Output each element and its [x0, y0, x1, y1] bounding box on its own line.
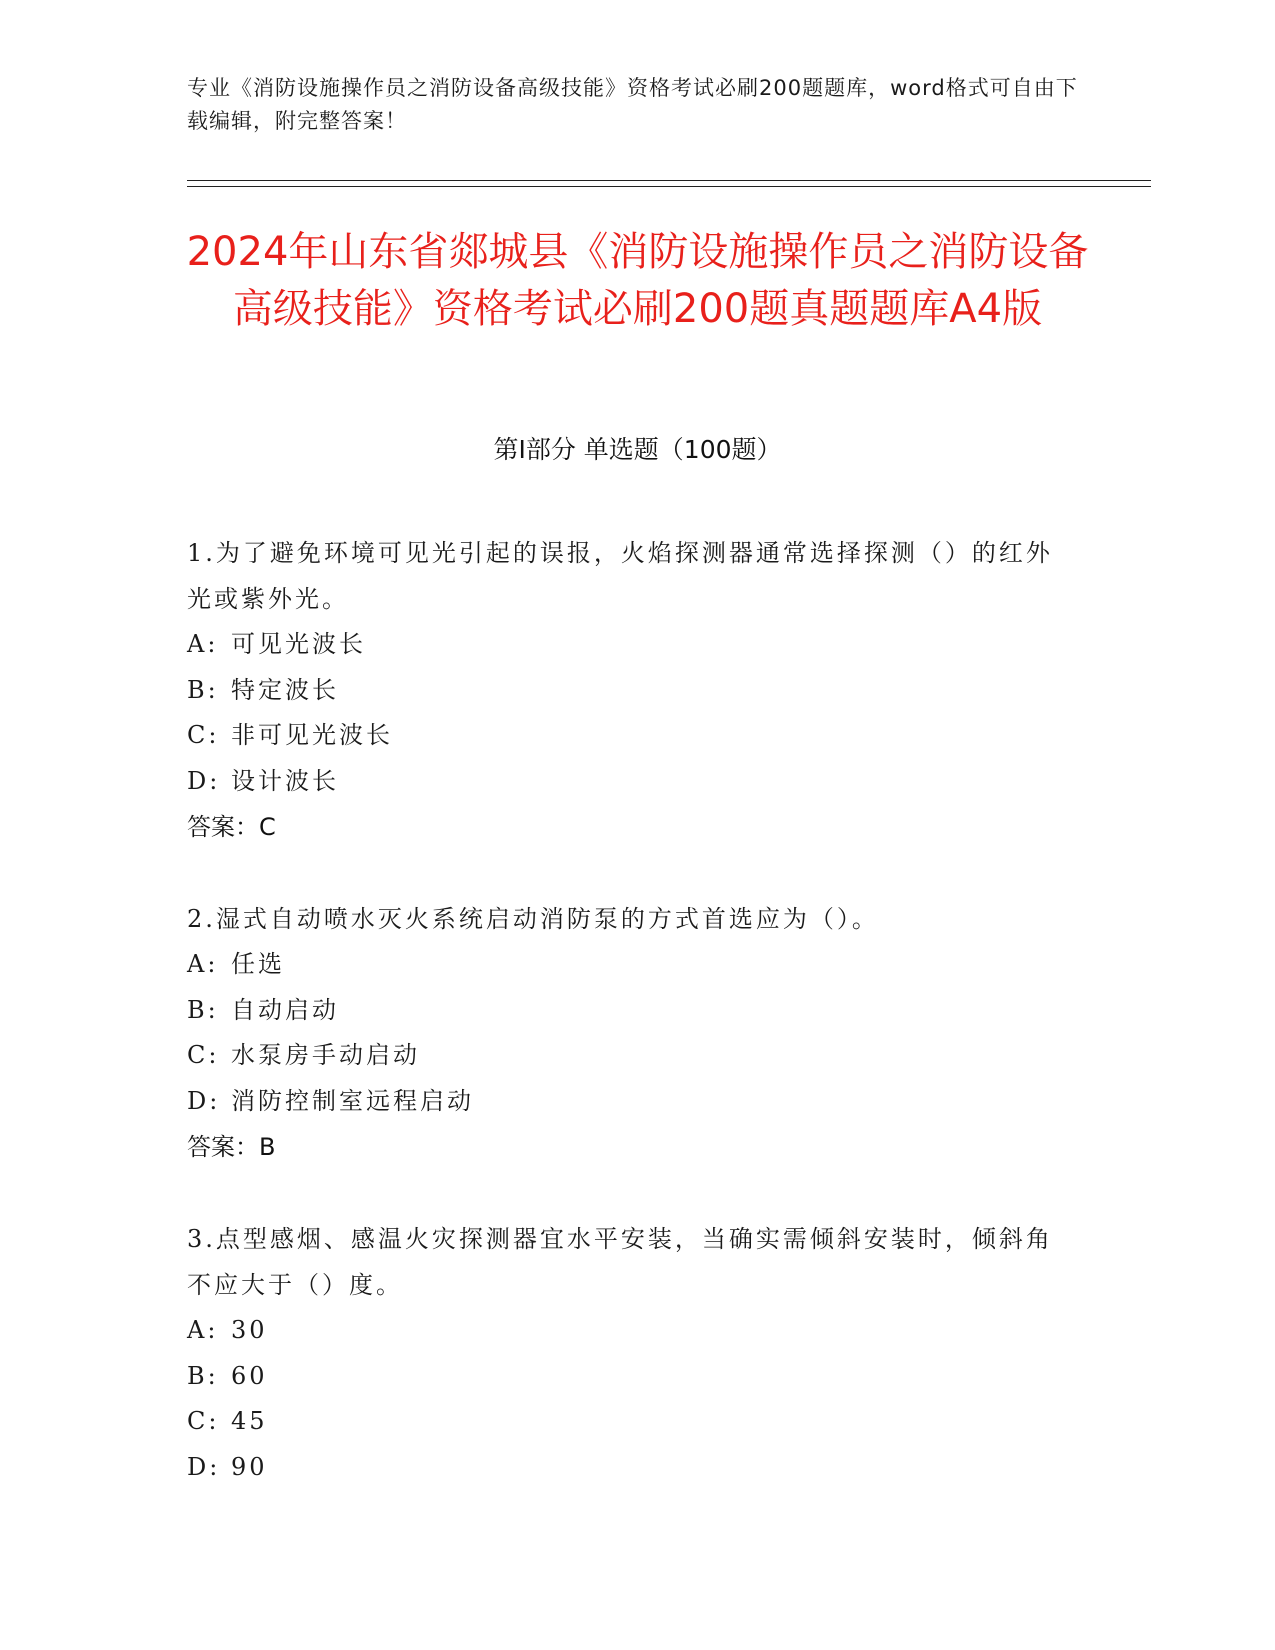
option-text: 60: [231, 1361, 268, 1390]
option-key: A:: [187, 1316, 219, 1344]
option-c: [187, 713, 1067, 759]
option-key: C:: [187, 1041, 220, 1069]
option-text: 水泵房手动启动: [231, 1041, 420, 1069]
option-text: 可见光波长: [231, 630, 366, 658]
option-d: [187, 1445, 1067, 1491]
question-1: [187, 530, 1067, 850]
option-c: [187, 1399, 1067, 1445]
option-key: C:: [187, 721, 220, 749]
option-key: B:: [187, 995, 219, 1024]
option-key: A:: [187, 950, 219, 978]
question-3: [187, 1216, 1067, 1490]
option-text: 消防控制室远程启动: [231, 1086, 474, 1115]
document-title: 2024年山东省郯城县《消防设施操作员之消防设备高级技能》资格考试必刷200题真题题库A4版: [186, 229, 1089, 332]
option-a: [187, 1308, 1067, 1354]
question-stem: 2.湿式自动喷水灭火系统启动消防泵的方式首选应为（）。: [187, 905, 879, 933]
option-text: 特定波长: [231, 675, 339, 704]
answer-line: 答案：B: [187, 1133, 276, 1161]
option-key: D:: [187, 766, 221, 795]
option-key: B:: [187, 675, 219, 704]
section-title: 第I部分 单选题（100题）: [493, 435, 782, 464]
option-key: D:: [187, 1452, 221, 1481]
header-divider-top: [187, 180, 1151, 181]
option-text: 30: [231, 1316, 268, 1344]
question-2: [187, 896, 1067, 1170]
option-key: A:: [187, 630, 219, 658]
option-text: 设计波长: [231, 766, 339, 795]
answer-line: 答案：C: [187, 813, 276, 841]
option-c: [187, 1033, 1067, 1079]
question-stem: 3.点型感烟、感温火灾探测器宜水平安装，当确实需倾斜安装时，倾斜角不应大于（）度。: [187, 1225, 1053, 1299]
header-note: 专业《消防设施操作员之消防设备高级技能》资格考试必刷200题题库，word格式可自由下载编辑，附完整答案！: [187, 76, 1078, 133]
option-b: [187, 988, 1067, 1034]
option-b: [187, 668, 1067, 714]
question-list: [187, 530, 1067, 1536]
option-a: [187, 942, 1067, 988]
option-key: C:: [187, 1407, 220, 1435]
option-b: [187, 1354, 1067, 1400]
option-text: 自动启动: [231, 995, 339, 1024]
header-divider-bottom: [187, 186, 1151, 187]
option-d: [187, 759, 1067, 805]
option-text: 45: [231, 1407, 268, 1435]
option-key: B:: [187, 1361, 219, 1390]
option-d: [187, 1079, 1067, 1125]
option-a: [187, 622, 1067, 668]
option-key: D:: [187, 1086, 221, 1115]
option-text: 90: [231, 1452, 268, 1481]
option-text: 任选: [231, 950, 285, 978]
option-text: 非可见光波长: [231, 721, 393, 749]
question-stem: 1.为了避免环境可见光引起的误报，火焰探测器通常选择探测（）的红外光或紫外光。: [187, 539, 1053, 613]
